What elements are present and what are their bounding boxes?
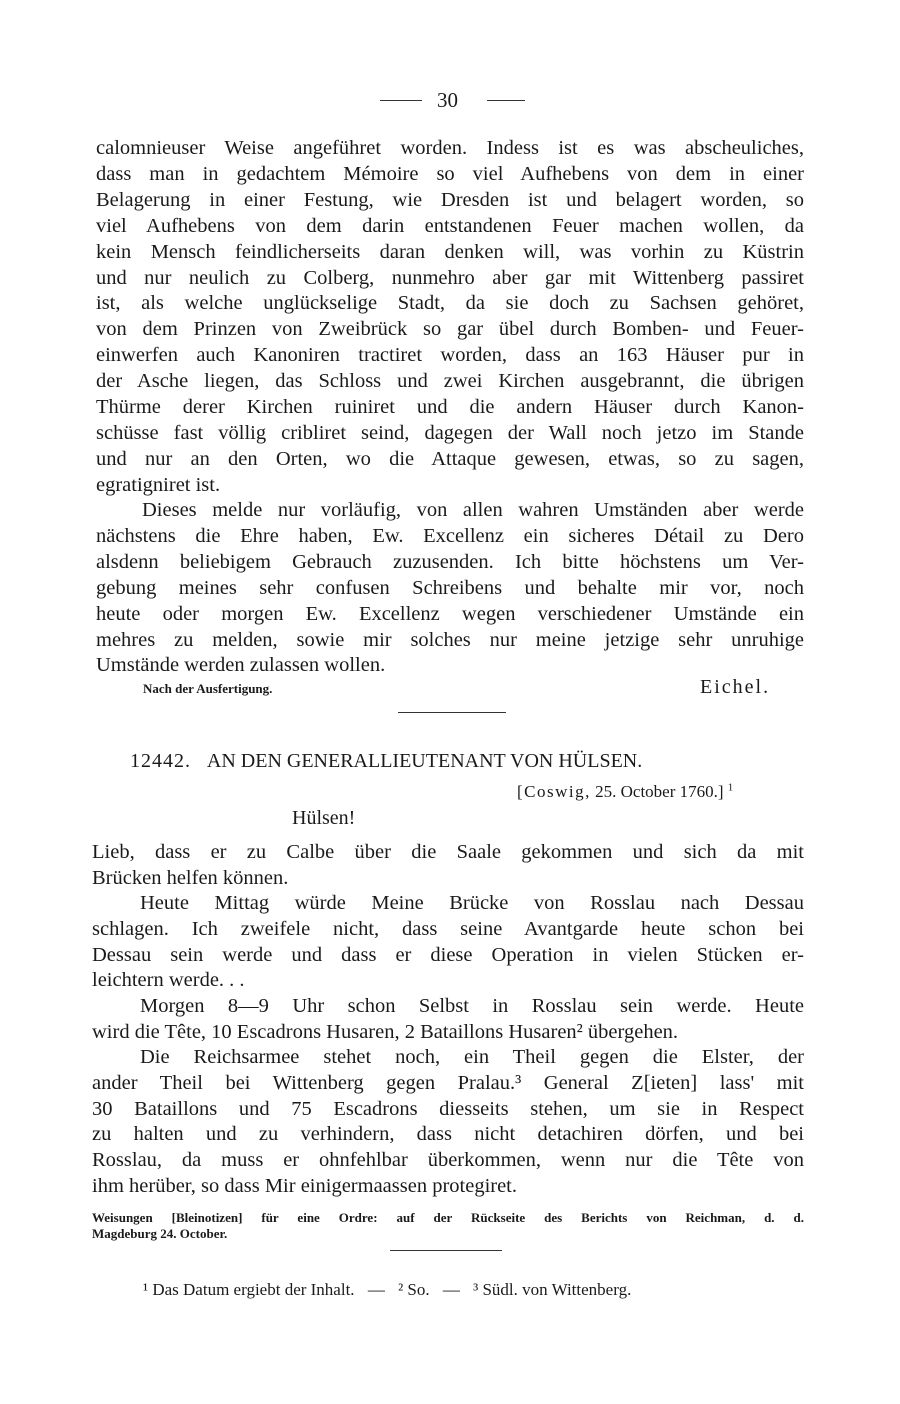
footnote-divider: [390, 1250, 502, 1251]
dateline-place: [Coswig,: [517, 782, 591, 801]
letter-text-line: Rosslau, da muss er ohnfehlbar überkommen, wenn nur die Tête von: [92, 1149, 804, 1172]
text-line: und nur an den Orten, wo die Attaque gewesen, etwas, so zu sagen,: [96, 447, 804, 470]
letter-text-line: Lieb, dass er zu Calbe über die Saale gekommen und sich da mit: [92, 841, 804, 863]
text-line: heute oder morgen Ew. Excellenz wegen verschiedener Umstände ein: [96, 602, 804, 625]
text-line: nächstens die Ehre haben, Ew. Excellenz ein sicheres Détail zu Dero: [96, 524, 804, 547]
letter-heading: [130, 748, 780, 774]
letter-number: 12442.: [130, 750, 191, 772]
weisungen-note-line-1: Weisungen [Bleinotizen] für eine Ordre: auf der Rückseite des Berichts von Reichman, d. d.: [92, 1210, 804, 1225]
header-rule-left: [380, 100, 422, 101]
text-line: gebung meines sehr confusen Schreibens und behalte mir vor, noch: [96, 576, 804, 599]
header-rule-right: [487, 100, 525, 101]
text-line: Dieses melde nur vorläufig, von allen wahren Umständen aber werde: [142, 499, 804, 521]
letter-text-line: ander Theil bei Wittenberg gegen Pralau.³ General Z[ieten] lass' mit: [92, 1071, 804, 1094]
text-line: schüsse fast völlig cribliret seind, dagegen der Wall noch jetzo im Stande: [96, 421, 804, 444]
text-line: der Asche liegen, das Schloss und zwei Kirchen ausgebrannt, die übrigen: [96, 370, 804, 393]
text-line: viel Aufhebens von dem darin entstandenen Feuer machen wollen, da: [96, 214, 804, 237]
text-line: einwerfen auch Kanoniren tractiret worden, dass an 163 Häuser pur in: [96, 344, 804, 367]
letter-text-line: zu halten und zu verhindern, dass nicht detachiren dörfen, und bei: [92, 1123, 804, 1146]
text-line: Belagerung in einer Festung, wie Dresden ist und belagert worden, so: [96, 188, 804, 211]
letter-text-line: Morgen 8—9 Uhr schon Selbst in Rosslau sein werde. Heute: [140, 995, 804, 1017]
text-line: Thürme derer Kirchen ruiniret und die andern Häuser durch Kanon-: [96, 396, 804, 418]
letter-greeting: Hülsen!: [292, 807, 356, 829]
footnote-1: ¹ Das Datum ergiebt der Inhalt.: [143, 1280, 355, 1299]
text-line: calomnieuser Weise angeführet worden. Indess ist es was abscheuliches,: [96, 137, 804, 159]
text-line: und nur neulich zu Colberg, nunmehro aber gar mit Wittenberg passiret: [96, 266, 804, 289]
footnotes: [143, 1278, 783, 1302]
source-note: Nach der Ausfertigung.: [143, 681, 273, 696]
text-line: ist, als welche unglückselige Stadt, da sie doch zu Sachsen gehöret,: [96, 292, 804, 315]
text-line: von dem Prinzen von Zweibrück so gar übel durch Bomben- und Feuer-: [96, 318, 804, 341]
dateline-date: 25. October 1760.]: [595, 782, 724, 801]
letter-text-line: 30 Bataillons und 75 Escadrons diesseits stehen, um sie in Respect: [92, 1097, 804, 1120]
text-line: mehres zu melden, sowie mir solches nur meine jetzige sehr unruhige: [96, 628, 804, 651]
letter-text-line: Dessau sein werde und dass er diese Operation in vielen Stücken er-: [92, 943, 804, 966]
letter-text-line: Heute Mittag würde Meine Brücke von Rosslau nach Dessau: [140, 892, 804, 914]
letter-text-line: leichtern werde. . .: [92, 969, 245, 992]
section-divider: [398, 712, 506, 713]
signature: Eichel.: [700, 676, 771, 698]
text-line: alsdenn beliebigem Gebrauch zuzusenden. Ich bitte höchstens um Ver-: [96, 550, 804, 573]
letter-title: AN DEN GENERALLIEUTENANT VON HÜLSEN.: [206, 750, 643, 772]
letter-text-line: wird die Tête, 10 Escadrons Husaren, 2 Bataillons Husaren² übergehen.: [92, 1020, 679, 1043]
text-line: dass man in gedachtem Mémoire so viel Aufhebens von dem in einer: [96, 162, 804, 185]
weisungen-note-line-2: Magdeburg 24. October.: [92, 1226, 228, 1241]
text-line: Umstände werden zulassen wollen.: [96, 654, 386, 677]
letter-text-line: Brücken helfen können.: [92, 866, 289, 889]
footnote-separator: —: [367, 1280, 385, 1299]
page-header: [0, 88, 900, 112]
text-line: egratigniret ist.: [96, 473, 221, 496]
letter-dateline: [517, 780, 733, 804]
letter-text-line: ihm herüber, so dass Mir einigermaassen protegiret.: [92, 1175, 518, 1197]
letter-text-line: schlagen. Ich zweifele nicht, dass seine Avantgarde heute schon bei: [92, 917, 804, 940]
dateline-footnote-ref: 1: [727, 781, 734, 794]
footnote-3: ³ Südl. von Wittenberg.: [473, 1280, 632, 1299]
letter-text-line: Die Reichsarmee stehet noch, ein Theil gegen die Elster, der: [140, 1046, 804, 1068]
footnote-2: ² So.: [398, 1280, 430, 1299]
page-number: 30: [437, 88, 458, 112]
footnote-separator: —: [442, 1280, 460, 1299]
text-line: kein Mensch feindlicherseits daran denken will, was vorhin zu Küstrin: [96, 240, 804, 263]
